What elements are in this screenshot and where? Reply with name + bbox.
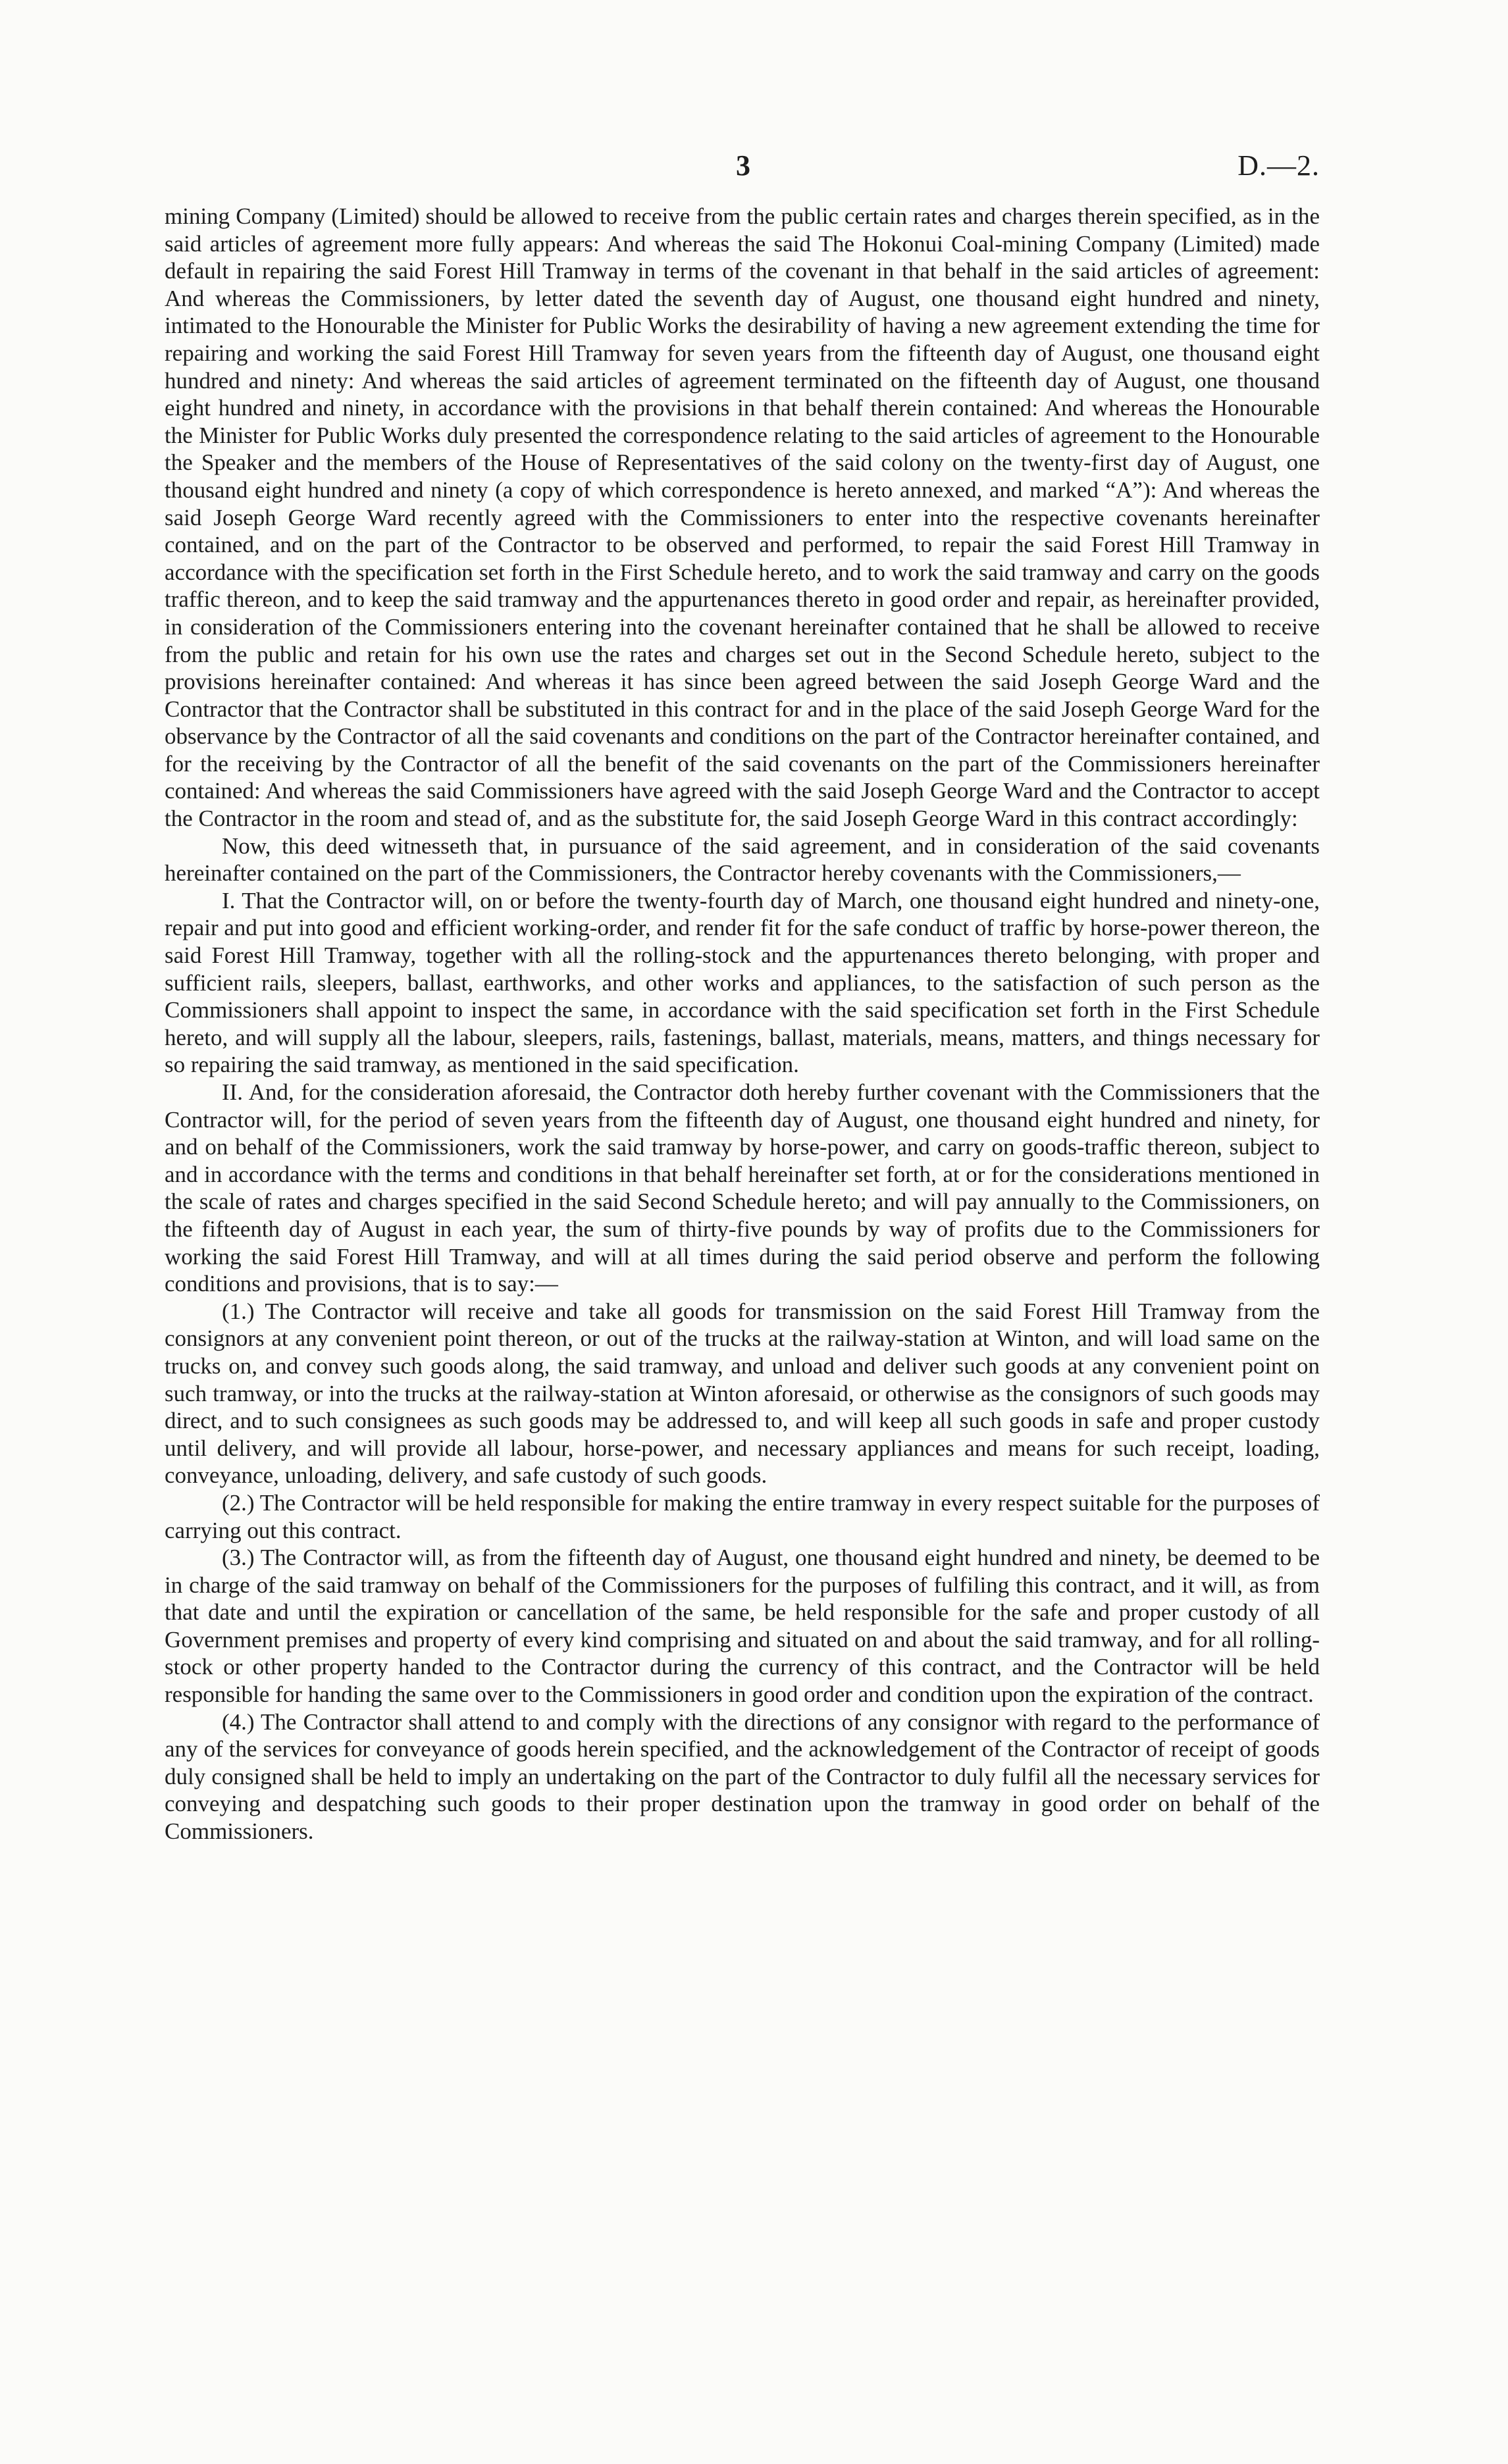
condition-1-goods-transmission: (1.) The Contractor will receive and take all goods for transmission on the said Forest Hill Tramway from the consignors at any convenient point thereon, or out of the trucks at the railway-station at Winton, and will load same on the trucks on, and convey such goods along, the said tramway, and unload and deliver such goods at any convenient point on such tramway, or into the trucks at the railway-station at Winton aforesaid, or otherwise as the consignors of such goods may direct, and to such consignees as such goods may be addressed to, and will keep all such goods in safe and proper custody until delivery, and will provide all labour, horse-power, and necessary appliances and means for such receipt, loading, conveyance, unloading, delivery, and safe custody of such goods.	[165, 1298, 1320, 1489]
condition-4-consignor-directions: (4.) The Contractor shall attend to and comply with the directions of any consignor with regard to the performance of any of the services for conveyance of goods herein specified, and the acknowledgement of the Contractor of receipt of goods duly consigned shall be held to imply an undertaking on the part of the Contractor to duly fulfil all the necessary services for conveying and despatching such goods to their proper destination upon the tramway in good order on behalf of the Commissioners.	[165, 1708, 1320, 1845]
page-number: 3	[736, 149, 750, 182]
paragraph-witnesseth: Now, this deed witnesseth that, in pursuance of the said agreement, and in consideration of the said covenants hereinafter contained on the part of the Commissioners, the Contractor hereby covenants with the Commissioners,—	[165, 833, 1320, 886]
condition-2-tramway-suitable: (2.) The Contractor will be held responsible for making the entire tramway in every respect suitable for the purposes of carrying out this contract.	[165, 1489, 1320, 1543]
body-text	[165, 203, 1320, 1845]
page-header	[165, 149, 1320, 195]
paragraph-recitals-continued: mining Company (Limited) should be allowed to receive from the public certain rates and charges therein specified, as in the said articles of agreement more fully appears: And whereas the said The Hokonui Coal-mining Company (Limited) made default in repairing the said Forest Hill Tramway in terms of the covenant in that behalf in the said articles of agreement: And whereas the Commissioners, by letter dated the seventh day of August, one thousand eight hundred and ninety, intimated to the Honourable the Minister for Public Works the desirability of having a new agreement extending the time for repairing and working the said Forest Hill Tramway for seven years from the fifteenth day of August, one thousand eight hundred and ninety: And whereas the said articles of agreement terminated on the fifteenth day of August, one thousand eight hundred and ninety, in accordance with the provisions in that behalf therein contained: And whereas the Honourable the Minister for Public Works duly presented the correspondence relating to the said articles of agreement to the Honourable the Speaker and the members of the House of Representatives of the said colony on the twenty-first day of August, one thousand eight hundred and ninety (a copy of which correspondence is hereto annexed, and marked “A”): And whereas the said Joseph George Ward recently agreed with the Commissioners to enter into the respective covenants hereinafter contained, and on the part of the Contractor to be observed and performed, to repair the said Forest Hill Tramway in accordance with the specification set forth in the First Schedule hereto, and to work the said tramway and carry on the goods traffic thereon, and to keep the said tramway and the appurtenances thereto in good order and repair, as hereinafter provided, in consideration of the Commissioners entering into the covenant hereinafter contained that he shall be allowed to receive from the public and retain for his own use the rates and charges set out in the Second Schedule hereto, subject to the provisions hereinafter contained: And whereas it has since been agreed between the said Joseph George Ward and the Contractor that the Contractor shall be substituted in this contract for and in the place of the said Joseph George Ward for the observance by the Contractor of all the said covenants and conditions on the part of the Contractor hereinafter contained, and for the receiving by the Contractor of all the benefit of the said covenants on the part of the Commissioners hereinafter contained: And whereas the said Commissioners have agreed with the said Joseph George Ward and the Contractor to accept the Contractor in the room and stead of, and as the substitute for, the said Joseph George Ward in this contract accordingly:	[165, 203, 1320, 832]
clause-ii-working: II. And, for the consideration aforesaid, the Contractor doth hereby further covenant with the Commissioners that the Contractor will, for the period of seven years from the fifteenth day of August, one thousand eight hundred and ninety, for and on behalf of the Commissioners, work the said tramway by horse-power, and carry on goods-traffic thereon, subject to and in accordance with the terms and conditions in that behalf hereinafter set forth, at or for the considerations mentioned in the scale of rates and charges specified in the said Second Schedule hereto; and will pay annually to the Commissioners, on the fifteenth day of August in each year, the sum of thirty-five pounds by way of profits due to the Commissioners for working the said Forest Hill Tramway, and will at all times during the said period observe and perform the following conditions and provisions, that is to say:—	[165, 1079, 1320, 1297]
clause-i-repair: I. That the Contractor will, on or before the twenty-fourth day of March, one thousand eight hundred and ninety-one, repair and put into good and efficient working-order, and render fit for the safe conduct of traffic by horse-power thereon, the said Forest Hill Tramway, together with all the rolling-stock and the appurtenances thereto belonging, with proper and sufficient rails, sleepers, ballast, earthworks, and other works and appliances, to the satisfaction of such person as the Commissioners shall appoint to inspect the same, in accordance with the said specification set forth in the First Schedule hereto, and will supply all the labour, sleepers, rails, fastenings, ballast, materials, means, matters, and things necessary for so repairing the said tramway, as mentioned in the said specification.	[165, 887, 1320, 1078]
document-code: D.—2.	[1237, 149, 1320, 182]
condition-3-custody: (3.) The Contractor will, as from the fifteenth day of August, one thousand eight hundred and ninety, be deemed to be in charge of the said tramway on behalf of the Commissioners for the purposes of fulfiling this contract, and it will, as from that date and until the expiration or cancellation of the same, be held responsible for the safe and proper custody of all Government premises and property of every kind comprising and situated on and about the said tramway, and for all rolling-stock or other property handed to the Contractor during the currency of this contract, and the Contractor will be held responsible for handing the same over to the Commissioners in good order and condition upon the expiration of the contract.	[165, 1545, 1320, 1708]
